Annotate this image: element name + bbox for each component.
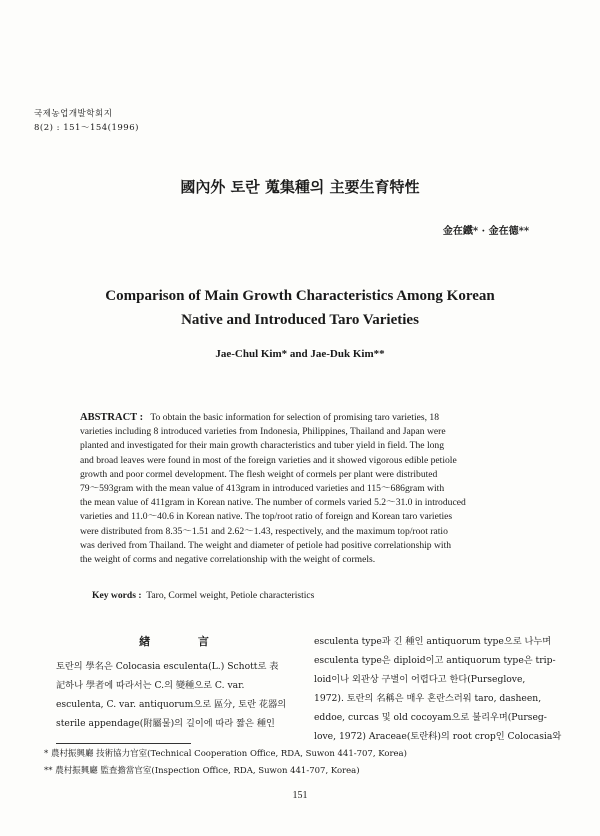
abstract [80, 411, 518, 567]
intro-line: esculenta type은 diploid이고 antiquorum type은 trip- [314, 655, 556, 666]
intro-line: eddoe, curcas 및 old cocoyam으로 불리우며(Purseg- [314, 712, 547, 723]
intro-line: 토란의 學名은 Colocasia esculenta(L.) Schott로 表 [56, 661, 279, 672]
intro-heading: 緖 言 [139, 635, 231, 648]
abstract-line: the weight of corms and negative correlationship with the weight of cormels. [80, 554, 376, 566]
intro-line: 記하나 學者에 따라서는 C.의 變種으로 C. var. [56, 680, 245, 691]
abstract-line: To obtain the basic information for selection of promising taro varieties, 18 [150, 412, 439, 423]
intro-line: esculenta, C. var. antiquorum으로 區分, 토란 花器의 [56, 699, 287, 710]
intro-left-column [56, 632, 292, 733]
keywords-text: Taro, Cormel weight, Petiole characteristics [146, 590, 315, 601]
abstract-line: were distributed from 8.35～1.51 and 2.62～1.43, respectively, and the maximum top/root ratio [80, 525, 448, 537]
abstract-line: was derived from Thailand. The weight and diameter of petiole had positive correlationship with [80, 539, 452, 551]
intro-line: love, 1972) Araceae(토란科)의 root crop인 Colocasia와 [314, 731, 562, 742]
abstract-line: the mean value of 411gram in Korean native. The number of cormels varied 5.2～31.0 in introduced [80, 497, 466, 509]
intro-right-column [314, 632, 564, 746]
title-english-line1: Comparison of Main Growth Characteristics Among Korean [105, 288, 495, 304]
footnotes [44, 746, 407, 780]
journal-name: 국제농업개발학회지 [34, 109, 113, 119]
footnote: * 農村振興廳 技術協力官室(Technical Cooperation Office, RDA, Suwon 441-707, Korea) [44, 749, 407, 759]
authors-english: Jae-Chul Kim* and Jae-Duk Kim** [215, 348, 385, 360]
abstract-line: planted and investigated for their main growth characteristics and tuber yield in field. The long [80, 440, 445, 452]
footnote: ** 農村振興廳 監査擔當官室(Inspection Office, RDA, Suwon 441-707, Korea) [44, 766, 360, 776]
title-english [40, 284, 560, 332]
title-english-line2: Native and Introduced Taro Varieties [181, 312, 419, 328]
keywords [92, 590, 314, 601]
authors-korean-block [0, 222, 556, 237]
journal-volume: 8(2) : 151～154(1996) [34, 123, 139, 133]
abstract-line: 79～593gram with the mean value of 413gram in introduced varieties and 115～686gram with [80, 483, 445, 495]
abstract-line: varieties and 11.0～40.6 in Korean native. The top/root ratio of foreign and Korean taro varieties [80, 511, 453, 523]
title-korean: 國內外 토란 蒐集種의 主要生育特性 [180, 178, 420, 196]
abstract-label: ABSTRACT : [80, 412, 144, 423]
intro-line: 1972). 토란의 名稱은 매우 혼란스러워 taro, dasheen, [314, 693, 542, 704]
abstract-line: growth and poor cormel development. The flesh weight of cormels per plant were distributed [80, 468, 438, 480]
page-number: 151 [292, 790, 308, 801]
authors-korean: 金在鐵* · 金在德** [442, 226, 530, 237]
footnote-divider [56, 743, 191, 744]
intro-line: sterile appendage(附屬물)의 길이에 따라 짧은 種인 [56, 718, 275, 729]
journal-info [34, 107, 139, 135]
intro-line: loid이나 외관상 구별이 어렵다고 한다(Purseglove, [314, 674, 526, 685]
abstract-line: varieties including 8 introduced varieties from Indonesia, Philippines, Thailand and Japan were [80, 426, 446, 438]
abstract-line: and broad leaves were found in most of the foreign varieties and it showed vigorous edible petiole [80, 454, 457, 466]
keywords-label: Key words : [92, 590, 142, 601]
intro-line: esculenta type과 긴 種인 antiquorum type으로 나누며 [314, 636, 552, 647]
